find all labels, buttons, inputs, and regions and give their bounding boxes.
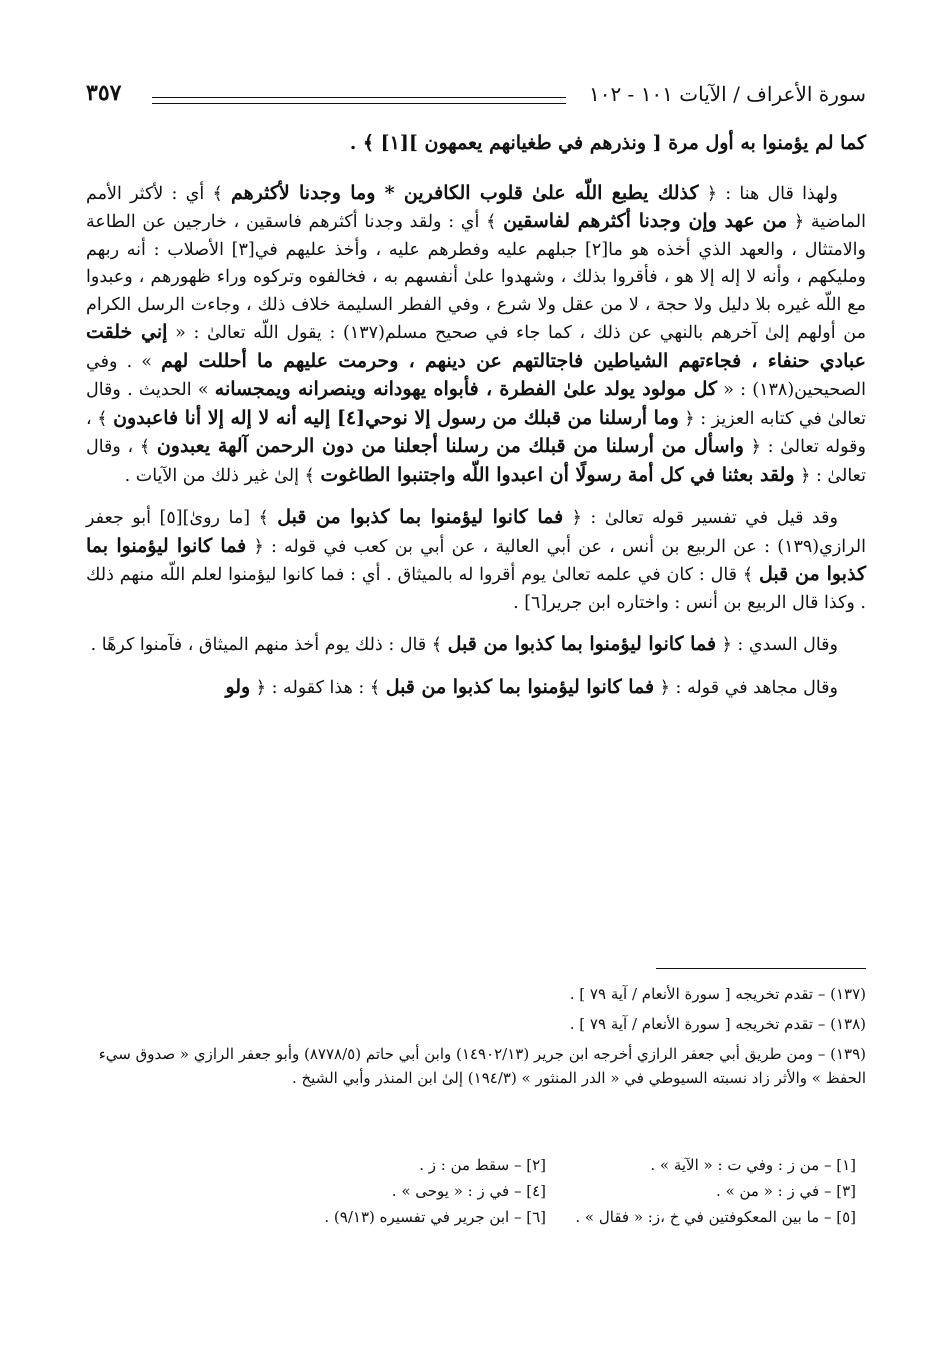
variant-row [236, 1204, 856, 1230]
paragraph-3 [86, 631, 866, 660]
paragraph-2 [86, 504, 866, 617]
page-header [86, 82, 866, 116]
text-run: » . وفي الصحيحين(١٣٨) : « [86, 351, 867, 400]
variant-row [236, 1178, 856, 1204]
text-run: ﴾ إلىٰ غير ذلك من الآيات . [124, 465, 321, 486]
text-run: وقال مجاهد في قوله : ﴿ [654, 677, 838, 698]
text-run: وقد قيل في تفسير قوله تعالىٰ : ﴿ [563, 508, 839, 528]
variant-note: [١] – من ز : وفي ت : « الآية » . [650, 1156, 856, 1174]
text-run: ﴾ قال : ذلك يوم أخذ منهم الميثاق ، فآمنوا كرهًا . [90, 635, 448, 655]
footnote: (١٣٩) – ومن طريق أبي جعفر الرازي أخرجه ابن جرير (١٤٩٠٢/١٣) وابن أبي حاتم (٨٧٧٨/٥) وأبو جعفر الرازي « صدوق سيء الحفظ » والأثر زاد نسبته السيوطي في « الدر المنثور » (١٩٤/٣) إلىٰ ابن المنذر وأبي الشيخ . [98, 1045, 866, 1087]
variant-note: [٥] – ما بين المعكوفتين في خ ،ز: « فقال » . [575, 1208, 856, 1226]
header-rule [152, 97, 566, 104]
footnote: (١٣٧) – تقدم تخريجه [ سورة الأنعام / آية ٧٩ ] . [569, 985, 866, 1003]
paragraph-verse-continuation: كما لم يؤمنوا به أول مرة [ ونذرهم في طغيانهم يعمهون ][١] ﴾ . [349, 132, 866, 154]
footnotes [86, 980, 866, 1096]
text-run: ﴾ ، وقوله تعالىٰ : ﴿ [86, 408, 866, 457]
text-run: ﴾ أي : لأكثر الأمم الماضية ﴿ [86, 183, 866, 232]
quran-quote: فما كانوا ليؤمنوا بما كذبوا من قبل [86, 534, 866, 585]
text-run: ﴾ : هذا كقوله : ﴿ [250, 677, 386, 698]
variant-note: [٣] – في ز : « من » . [716, 1182, 856, 1200]
text-run: ﴾ ، وقال تعالىٰ : ﴿ [86, 437, 866, 486]
main-text [86, 130, 866, 716]
quran-quote: كذلك يطبع اللّه علىٰ قلوب الكافرين * وما وجدنا لأكثرهم [230, 181, 699, 204]
quran-quote: ولقد بعثنا في كل أمة رسولًا أن اعبدوا اللّه واجتنبوا الطاغوت [320, 463, 795, 486]
footnote-separator [656, 968, 866, 969]
variant-note: [٦] – ابن جرير في تفسيره (٩/١٣) . [324, 1208, 546, 1226]
quran-quote: وما أرسلنا من قبلك من رسول إلا نوحي[٤] إليه أنه لا إله إلا أنا فاعبدون [113, 406, 679, 429]
book-page [86, 70, 866, 1250]
quran-quote: من عهد وإن وجدنا أكثرهم لفاسقين [503, 210, 788, 232]
text-run: ﴾ أي : ولقد وجدنا أكثرهم فاسقين ، خارجين عن الطاعة والامتثال ، والعهد الذي أخذه هو ما[٢] جبلهم عليه وفطرهم عليه ، وأخذ عليهم في[٣] الأصلاب : أنه ربهم ومليكهم ، وأنه لا إله إلا هو ، فأقروا بذلك ، وشهدوا علىٰ أنفسهم به ، فخالفوه وتركوه وراء ظهورهم ، وعبدوا مع اللّه غيره بلا دليل ولا حجة ، لا من عقل ولا شرع ، وفي الفطر السليمة خلاف ذلك ، وجاءت الرسل الكرام من أولهم إلىٰ آخرهم بالنهي عن ذلك ، كما جاء في صحيح مسلم(١٣٧) : يقول اللّه تعالىٰ : « [86, 212, 866, 343]
quran-quote: واسأل من أرسلنا من قبلك من رسلنا أجعلنا من دون الرحمن آلهة يعبدون [156, 435, 744, 457]
variant-note: [٤] – في ز : « يوحى » . [391, 1182, 546, 1200]
text-run: » الحديث . وقال تعالىٰ في كتابه العزيز : ﴿ [86, 380, 867, 429]
footnote: (١٣٨) – تقدم تخريجه [ سورة الأنعام / آية ٧٩ ] . [569, 1015, 866, 1033]
hadith-quote: إني خلقت عبادي حنفاء ، فجاءتهم الشياطين فاجتالتهم عن دينهم ، وحرمت عليهم ما أحللت لهم [86, 321, 866, 372]
quran-quote: فما كانوا ليؤمنوا بما كذبوا من قبل [385, 675, 655, 698]
quran-quote: فما كانوا ليؤمنوا بما كذبوا من قبل [447, 633, 717, 655]
paragraph-1 [86, 180, 866, 491]
text-run: ﴾ [ما روىٰ][٥] أبو جعفر الرازي(١٣٩) : عن الربيع بن أنس ، عن أبي العالية ، عن أبي بن كعب في قوله : ﴿ [86, 508, 866, 557]
quran-quote: ولو [225, 675, 251, 698]
quran-quote: فما كانوا ليؤمنوا بما كذبوا من قبل [277, 506, 564, 528]
variant-notes [236, 1152, 856, 1230]
text-run: ولهذا قال هنا : ﴿ [698, 183, 838, 204]
variant-note: [٢] – سقط من : ز . [419, 1156, 546, 1174]
text-run: ﴾ قال : كان في علمه تعالىٰ يوم أقروا له بالميثاق . أي : فما كانوا ليؤمنوا لعلم اللّه منهم ذلك . وكذا قال الربيع بن أنس : واختاره ابن جرير[٦] . [86, 565, 866, 613]
running-title: سورة الأعراف / الآيات ١٠١ - ١٠٢ [588, 82, 866, 106]
paragraph-4 [86, 674, 866, 703]
hadith-quote: كل مولود يولد علىٰ الفطرة ، فأبواه يهودانه وينصرانه ويمجسانه [214, 378, 718, 400]
variant-row [236, 1152, 856, 1178]
page-number: ٣٥٧ [86, 80, 122, 106]
text-run: وقال السدي : ﴿ [716, 635, 838, 655]
